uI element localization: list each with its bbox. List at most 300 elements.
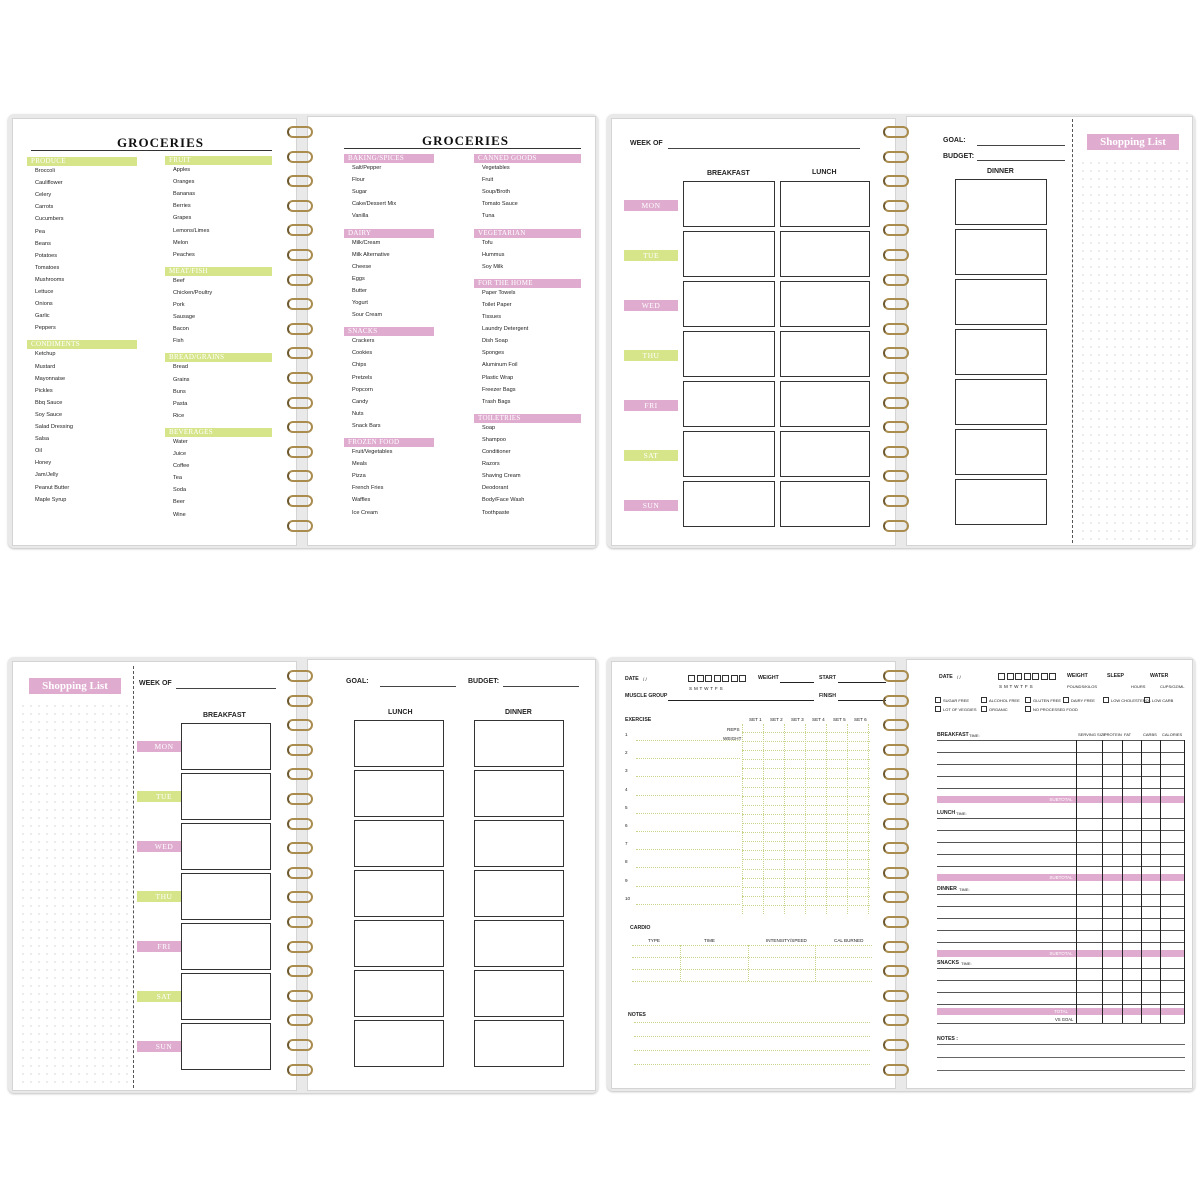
table-col [1102, 740, 1103, 1023]
list-item: Snack Bars [352, 422, 381, 429]
list-item: Beer [173, 499, 185, 506]
spiral-ring [883, 200, 909, 212]
diet-tag: SUGAR FREE [943, 698, 970, 703]
lunch-box[interactable] [780, 431, 870, 477]
spiral-ring [287, 744, 313, 756]
grid-line [742, 823, 870, 824]
dinner-box[interactable] [474, 720, 564, 767]
list-item: Maple Syrup [35, 496, 67, 503]
start-label: START [819, 675, 836, 681]
table-line[interactable] [937, 918, 1185, 919]
table-line[interactable] [937, 818, 1185, 819]
weight-unit: POUNDS/KILOS [1067, 684, 1098, 689]
list-item: Jam/Jelly [35, 472, 59, 479]
row-line[interactable] [636, 904, 740, 905]
lunch-box[interactable] [780, 181, 870, 227]
spiral-ring [287, 719, 313, 731]
lunch-box[interactable] [354, 1020, 444, 1067]
weight-label: WEIGHT [758, 675, 779, 681]
list-item: Deodorant [482, 485, 509, 492]
row-line[interactable] [636, 795, 740, 796]
spiral-ring [287, 397, 313, 409]
weekday-box[interactable] [705, 675, 712, 682]
lunch-box[interactable] [354, 720, 444, 767]
list-item: Milk/Cream [352, 239, 381, 246]
list-item: Juice [173, 451, 187, 457]
row-number: 4 [625, 786, 628, 792]
spiral-ring [883, 1039, 909, 1051]
category-header: MEAT/FISH [165, 267, 272, 276]
spiral-ring [883, 274, 909, 286]
spiral-ring [883, 421, 909, 433]
row-line[interactable] [636, 758, 740, 759]
spiral-ring [883, 941, 909, 953]
dot-grid [19, 702, 131, 1088]
breakfast-box[interactable] [683, 181, 775, 227]
meal-label: BREAKFAST [937, 732, 969, 738]
cardio-col-header: TYPE [648, 938, 660, 943]
dinner-box[interactable] [955, 479, 1047, 525]
list-item: Sponges [482, 350, 505, 357]
spiral-ring [883, 446, 909, 458]
goal-field[interactable] [977, 145, 1065, 146]
row-line[interactable] [636, 886, 740, 887]
list-item: Popcorn [352, 386, 373, 393]
list-item: Bread [173, 364, 188, 371]
spiral-ring [883, 520, 909, 532]
list-item: Carrots [35, 204, 54, 211]
table-line[interactable] [937, 788, 1185, 789]
weekday-box[interactable] [688, 675, 695, 682]
title-rule [31, 150, 272, 151]
category-header: VEGETARIAN [474, 229, 581, 238]
notes-line[interactable] [634, 1022, 870, 1023]
grid-col [784, 724, 785, 914]
cardio-label: CARDIO [630, 925, 651, 931]
row-line[interactable] [636, 867, 740, 868]
finish-field[interactable] [838, 700, 886, 701]
spiral-ring [287, 495, 313, 507]
spiral-ring [287, 1064, 313, 1076]
list-item: Grains [173, 376, 190, 383]
dinner-box[interactable] [955, 179, 1047, 225]
weekday-box[interactable] [714, 675, 721, 682]
spiral-ring [883, 1064, 909, 1076]
list-item: Wine [173, 511, 186, 518]
budget-label: BUDGET: [943, 153, 975, 160]
list-item: Eggs [352, 275, 365, 282]
list-item: Pretzels [352, 374, 373, 381]
diet-tag: LOW CHOLESTEROL [1111, 698, 1152, 703]
list-item: Paper Towels [482, 289, 516, 296]
lunch-box[interactable] [780, 481, 870, 527]
list-item: Onions [35, 301, 53, 308]
budget-field[interactable] [503, 686, 579, 687]
lunch-box[interactable] [354, 770, 444, 817]
list-item: Soap [482, 424, 496, 431]
column-header: CARBS [1143, 732, 1157, 737]
category-header: TOILETRIES [474, 414, 581, 423]
weekday-box[interactable] [1015, 673, 1022, 680]
week-of-field[interactable] [668, 148, 860, 149]
time-label: TIME: [961, 961, 972, 966]
divider [133, 666, 134, 1088]
notes-label: NOTES : [937, 1036, 959, 1042]
date-separator: / / [643, 677, 647, 682]
title-rule [344, 148, 581, 149]
category-header: FROZEN FOOD [344, 438, 434, 447]
list-item: Cake/Dessert Mix [352, 201, 397, 208]
row-number: 8 [625, 859, 628, 865]
list-item: Shampoo [482, 436, 506, 443]
spiral-ring [883, 670, 909, 682]
dinner-box[interactable] [474, 870, 564, 917]
list-item: Cookies [352, 350, 373, 357]
dinner-header: DINNER [987, 168, 1014, 175]
breakfast-box[interactable] [181, 1023, 271, 1070]
time-label: TIME: [969, 733, 980, 738]
spiral-ring [883, 867, 909, 879]
notes-line[interactable] [937, 1070, 1185, 1071]
notes-line[interactable] [937, 1044, 1185, 1045]
dinner-box[interactable] [955, 329, 1047, 375]
list-item: Cheese [352, 263, 372, 270]
spiral-ring [287, 867, 313, 879]
weekday-box[interactable] [731, 675, 738, 682]
dinner-box[interactable] [474, 820, 564, 867]
lunch-box[interactable] [780, 331, 870, 377]
table-col [1122, 740, 1123, 1023]
spiral-ring [287, 793, 313, 805]
spiral-ring [287, 151, 313, 163]
notes-line[interactable] [634, 1050, 870, 1051]
water-unit: CUPS/OZ/ML [1160, 684, 1185, 689]
weekday-box[interactable] [1041, 673, 1048, 680]
row-line[interactable] [636, 776, 740, 777]
table-line[interactable] [937, 752, 1185, 753]
table-line[interactable] [937, 764, 1185, 765]
weekday-box[interactable] [1032, 673, 1039, 680]
grid-line [742, 869, 870, 870]
breakfast-box[interactable] [181, 723, 271, 770]
list-item: Rice [173, 412, 185, 419]
meal-label: SNACKS [937, 960, 959, 966]
sleep-label: SLEEP [1107, 673, 1125, 679]
list-item: Cauliflower [35, 180, 63, 187]
day-label-sat: SAT [624, 450, 678, 461]
lunch-box[interactable] [354, 820, 444, 867]
weekday-letters: S M T W T F S [689, 686, 723, 691]
table-col [1184, 740, 1185, 1023]
list-item: Chips [352, 362, 367, 369]
table-line[interactable] [937, 842, 1185, 843]
notes-line[interactable] [634, 1064, 870, 1065]
list-item: Soy Milk [482, 263, 504, 270]
day-label-fri: FRI [624, 400, 678, 411]
dinner-box[interactable] [955, 379, 1047, 425]
table-line[interactable] [937, 830, 1185, 831]
row-number: 10 [625, 895, 631, 901]
diet-checkbox[interactable] [981, 697, 987, 703]
list-item: Freezer Bags [482, 386, 516, 393]
category-header: BAKING/SPICES [344, 154, 434, 163]
dinner-box[interactable] [955, 279, 1047, 325]
lunch-box[interactable] [780, 231, 870, 277]
spiral-ring [883, 175, 909, 187]
table-col [1141, 740, 1142, 1023]
grid-col [763, 724, 764, 914]
table-line[interactable] [937, 866, 1185, 867]
lunch-header: LUNCH [388, 709, 413, 716]
list-item: Fruit [482, 177, 494, 184]
dinner-box[interactable] [474, 1020, 564, 1067]
list-item: Fruit/Vegetables [352, 449, 393, 455]
table-col [1160, 740, 1161, 1023]
breakfast-box[interactable] [683, 281, 775, 327]
table-line[interactable] [937, 894, 1185, 895]
list-item: Plastic Wrap [482, 374, 514, 381]
list-item: Tofu [482, 239, 493, 246]
table-line[interactable] [937, 776, 1185, 777]
diet-tag: LOT OF VEGGIES [943, 707, 977, 712]
list-item: Melon [173, 239, 189, 246]
list-item: Peanut Butter [35, 484, 70, 491]
diet-checkbox[interactable] [981, 706, 987, 712]
muscle-group-field[interactable] [668, 700, 814, 701]
list-item: Cucumbers [35, 216, 64, 223]
grid-line [742, 750, 870, 751]
spiral-ring [287, 965, 313, 977]
spiral-ring [883, 793, 909, 805]
weekday-box[interactable] [998, 673, 1005, 680]
list-item: Oranges [173, 179, 195, 186]
list-item: Pasta [173, 400, 188, 407]
list-item: Dish Soap [482, 338, 508, 345]
list-item: Bacon [173, 326, 189, 333]
list-item: Water [173, 438, 188, 445]
spiral-ring [883, 990, 909, 1002]
grid-line [742, 759, 870, 760]
lunch-box[interactable] [780, 381, 870, 427]
list-item: Hummus [482, 251, 505, 258]
spiral-binding [883, 666, 909, 1086]
table-line[interactable] [937, 854, 1185, 855]
weekday-letters: S M T W T F S [999, 684, 1033, 689]
grid-line [742, 814, 870, 815]
vs-goal-label: VS GOAL [1055, 1017, 1074, 1022]
diet-tag: ORGANIC [989, 707, 1008, 712]
list-item: Razors [482, 461, 500, 468]
spiral-ring [287, 470, 313, 482]
weekday-box[interactable] [722, 675, 729, 682]
breakfast-box[interactable] [683, 431, 775, 477]
subtotal-bar: SUBTOTAL [937, 874, 1185, 881]
list-item: Pea [35, 228, 45, 235]
meal2-left-page [12, 661, 297, 1091]
breakfast-box[interactable] [181, 973, 271, 1020]
lunch-header: LUNCH [812, 169, 837, 176]
goal-label: GOAL: [346, 678, 369, 685]
breakfast-box[interactable] [181, 873, 271, 920]
list-item: Trash Bags [482, 398, 511, 405]
groceries-right-page [307, 116, 596, 546]
diet-checkbox[interactable] [1025, 697, 1031, 703]
divider [1072, 119, 1073, 543]
spiral-ring [287, 891, 313, 903]
spiral-ring [287, 520, 313, 532]
table-line[interactable] [937, 1004, 1185, 1005]
spiral-ring [883, 397, 909, 409]
list-item: Body/Face Wash [482, 497, 525, 504]
diet-checkbox[interactable] [1063, 697, 1069, 703]
meal-right-page [906, 116, 1193, 546]
diet-tag: GLUTEN FREE [1033, 698, 1062, 703]
row-line[interactable] [636, 813, 740, 814]
week-of-field[interactable] [176, 688, 276, 689]
spiral-ring [287, 670, 313, 682]
breakfast-box[interactable] [683, 381, 775, 427]
list-item: Crackers [352, 338, 375, 345]
breakfast-box[interactable] [683, 481, 775, 527]
breakfast-box[interactable] [181, 773, 271, 820]
weekday-box[interactable] [697, 675, 704, 682]
lunch-box[interactable] [354, 870, 444, 917]
lunch-box[interactable] [354, 920, 444, 967]
list-item: Milk Alternative [352, 251, 390, 258]
spiral-ring [287, 347, 313, 359]
spiral-ring [883, 695, 909, 707]
diet-checkbox[interactable] [1025, 706, 1031, 712]
list-item: Coffee [173, 463, 190, 470]
weekday-box[interactable] [1007, 673, 1014, 680]
lunch-box[interactable] [780, 281, 870, 327]
spiral-ring [883, 495, 909, 507]
set-header: SET 6 [854, 717, 867, 722]
weekday-box[interactable] [739, 675, 746, 682]
date-separator: / / [957, 675, 961, 680]
list-item: Conditioner [482, 449, 511, 455]
table-line[interactable] [937, 906, 1185, 907]
grid-line [742, 787, 870, 788]
dinner-box[interactable] [955, 429, 1047, 475]
dinner-header: DINNER [505, 709, 532, 716]
table-line[interactable] [937, 930, 1185, 931]
shopping-list-label: Shopping List [1087, 134, 1179, 150]
budget-field[interactable] [977, 160, 1065, 161]
spiral-ring [287, 1039, 313, 1051]
total-bar: TOTAL [937, 1008, 1185, 1015]
diet-checkbox[interactable] [935, 697, 941, 703]
time-label: TIME: [959, 887, 970, 892]
grid-col [847, 724, 848, 914]
weekday-box[interactable] [1024, 673, 1031, 680]
category-header: BREAD/GRAINS [165, 353, 272, 362]
dinner-box[interactable] [955, 229, 1047, 275]
fitness-left-page [611, 661, 896, 1089]
category-header: FOR THE HOME [474, 279, 581, 288]
grid-line [742, 887, 870, 888]
spiral-ring [883, 372, 909, 384]
list-item: Vegetables [482, 165, 510, 171]
weekday-box[interactable] [1049, 673, 1056, 680]
diet-checkbox[interactable] [1103, 697, 1109, 703]
list-item: Toilet Paper [482, 301, 512, 308]
breakfast-box[interactable] [181, 823, 271, 870]
dinner-box[interactable] [474, 970, 564, 1017]
breakfast-box[interactable] [181, 923, 271, 970]
muscle-group-label: MUSCLE GROUP [625, 693, 668, 699]
row-line[interactable] [636, 849, 740, 850]
cardio-col-header: INTENSITY/SPEED [766, 938, 807, 943]
list-item: Buns [173, 388, 186, 395]
column-header: FAT [1124, 732, 1132, 737]
spiral-ring [883, 249, 909, 261]
dinner-box[interactable] [474, 770, 564, 817]
list-item: Fish [173, 338, 184, 345]
diet-checkbox[interactable] [1144, 697, 1150, 703]
table-col [1076, 740, 1077, 1023]
spiral-ring [883, 126, 909, 138]
spiral-ring [883, 151, 909, 163]
table-line[interactable] [937, 740, 1185, 741]
spiral-ring [883, 842, 909, 854]
diet-checkbox[interactable] [935, 706, 941, 712]
list-item: Shaving Cream [482, 473, 521, 480]
cardio-line[interactable] [632, 969, 872, 970]
list-item: Yogurt [352, 300, 368, 306]
start-field[interactable] [838, 682, 886, 683]
diet-tag: ALCOHOL FREE [989, 698, 1020, 703]
dinner-box[interactable] [474, 920, 564, 967]
list-item: Tuna [482, 213, 495, 220]
grid-line [742, 841, 870, 842]
table-line [937, 1023, 1185, 1024]
breakfast-box[interactable] [683, 231, 775, 277]
list-item: Salsa [35, 436, 49, 443]
spiral-ring [883, 323, 909, 335]
category-header: SNACKS [344, 327, 434, 336]
cardio-col [815, 945, 816, 981]
goal-label: GOAL: [943, 137, 966, 144]
row-line[interactable] [636, 831, 740, 832]
lunch-box[interactable] [354, 970, 444, 1017]
goal-field[interactable] [380, 686, 456, 687]
list-item: Pickles [35, 387, 53, 394]
list-item: Sugar [352, 189, 367, 196]
table-line[interactable] [937, 942, 1185, 943]
table-line[interactable] [937, 980, 1185, 981]
spiral-ring [883, 347, 909, 359]
spiral-ring [287, 224, 313, 236]
cardio-line[interactable] [632, 957, 872, 958]
row-line[interactable] [636, 740, 740, 741]
grid-line [742, 850, 870, 851]
breakfast-box[interactable] [683, 331, 775, 377]
day-label-sun: SUN [137, 1041, 191, 1052]
spiral-ring [883, 818, 909, 830]
row-number: 9 [625, 877, 628, 883]
table-line[interactable] [937, 968, 1185, 969]
weight-label: WEIGHT [1067, 673, 1088, 679]
row-number: 2 [625, 750, 628, 756]
notes-line[interactable] [634, 1036, 870, 1037]
category-header: CONDIMENTS [27, 340, 137, 349]
cardio-line[interactable] [632, 945, 872, 946]
notes-line[interactable] [937, 1057, 1185, 1058]
table-line[interactable] [937, 992, 1185, 993]
weight-field[interactable] [780, 682, 814, 683]
spiral-ring [883, 768, 909, 780]
